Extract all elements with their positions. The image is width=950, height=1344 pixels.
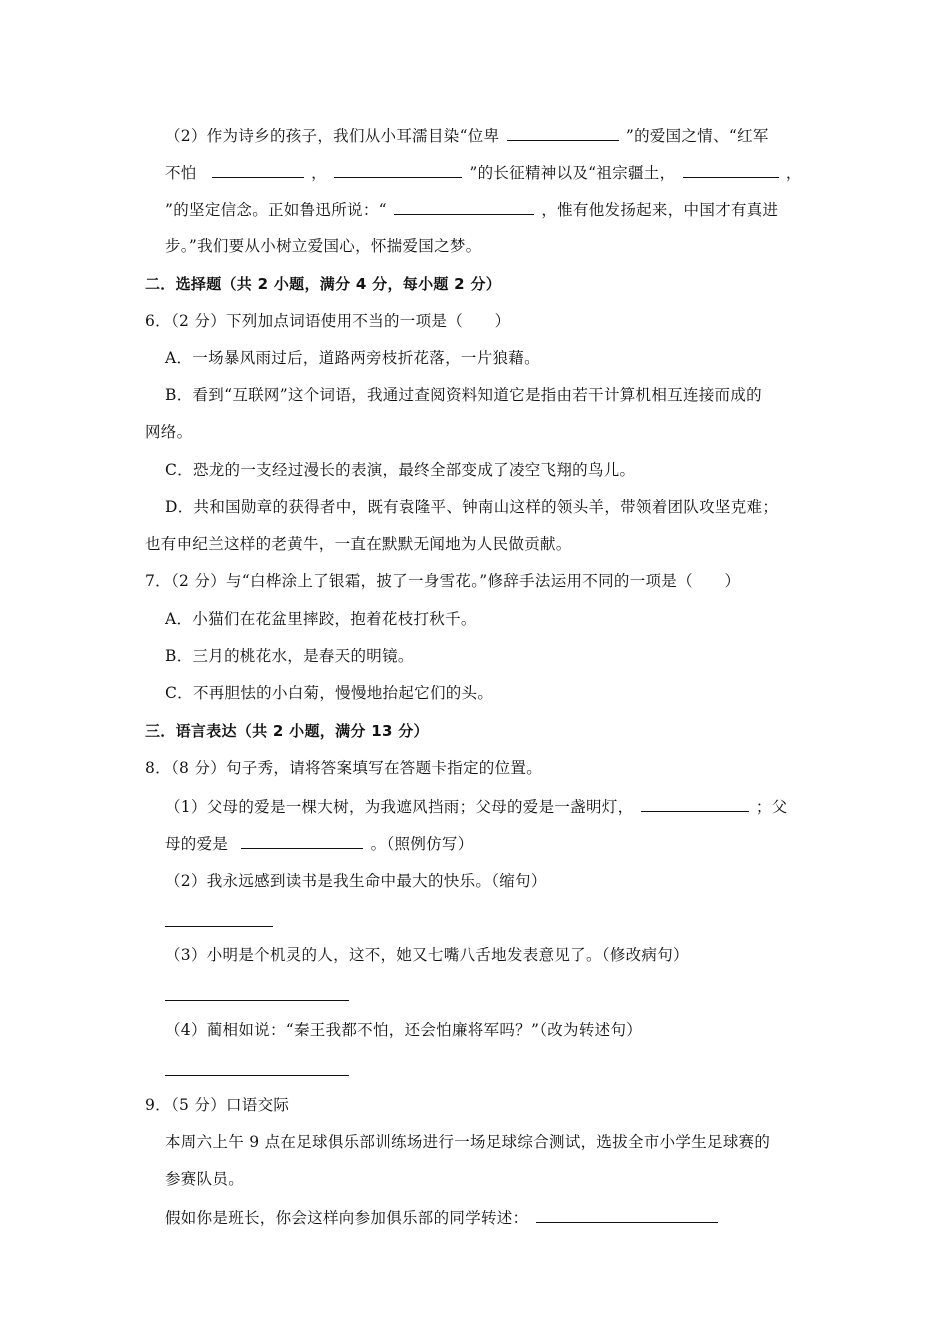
answer-blank[interactable] (536, 1207, 718, 1223)
section-3-title: 三．语言表达（共 2 小题，满分 13 分） (145, 722, 429, 740)
q8-part-1 (165, 796, 787, 817)
q9-text-2: 参赛队员。 (165, 1170, 245, 1188)
q9-stem: 9．（5 分）口语交际 (145, 1096, 290, 1114)
q7-option-a: A．小猫们在花盆里摔跤，抱着花枝打秋千。 (165, 610, 477, 628)
answer-line[interactable] (165, 1000, 349, 1001)
q5-2-line-4: 步。”我们要从小树立爱国心，怀揣爱国之梦。 (165, 237, 482, 255)
answer-blank[interactable] (394, 199, 534, 215)
q7-option-b: B．三月的桃花水，是春天的明镜。 (165, 647, 414, 665)
answer-blank[interactable] (507, 125, 619, 141)
q5-2-text: ， (785, 164, 802, 182)
q8-part-2: （2）我永远感到读书是我生命中最大的快乐。（缩句） (165, 872, 547, 890)
q6-option-d: D．共和国勋章的获得者中，既有袁隆平、钟南山这样的领头羊，带领着团队攻坚克难； (165, 498, 779, 516)
q8-part-4: （4）蔺相如说：“秦王我都不怕，还会怕廉将军吗？”（改为转述句） (165, 1021, 643, 1039)
section-2-title: 二．选择题（共 2 小题，满分 4 分，每小题 2 分） (145, 275, 502, 293)
q5-2-text: ， (311, 164, 327, 182)
q5-2-line-1 (165, 125, 769, 146)
q8-text: ；父 (755, 798, 788, 816)
answer-line[interactable] (165, 926, 273, 927)
q6-option-a: A．一场暴风雨过后，道路两旁枝折花落，一片狼藉。 (165, 349, 540, 367)
answer-blank[interactable] (641, 796, 749, 812)
answer-blank[interactable] (241, 833, 363, 849)
q6-option-b: B．看到“互联网”这个词语，我通过查阅资料知道它是指由若干计算机相互连接而成的 (165, 386, 762, 404)
q5-2-text: ”的长征精神以及“祖宗疆土， (469, 164, 676, 182)
q8-part-1-cont (165, 833, 474, 854)
q5-2-text: ，惟有他发扬起来，中国才有真进 (541, 201, 779, 219)
q8-stem: 8．（8 分）句子秀，请将答案填写在答题卡指定的位置。 (145, 759, 543, 777)
q5-2-text: 不怕 (165, 164, 197, 182)
q5-2-line-3 (165, 199, 778, 220)
q5-2-text: ”的爱国之情、“红军 (625, 127, 769, 145)
q8-text: （1）父母的爱是一棵大树，为我遮风挡雨；父母的爱是一盏明灯， (165, 798, 634, 816)
q8-part-3: （3）小明是个机灵的人，这不，她又七嘴八舌地发表意见了。（修改病句） (165, 946, 689, 964)
q5-2-text: ”的坚定信念。正如鲁迅所说：“ (165, 201, 387, 219)
q9-text-1: 本周六上午 9 点在足球俱乐部训练场进行一场足球综合测试，选拔全市小学生足球赛的 (165, 1133, 771, 1151)
q5-2-text: （2）作为诗乡的孩子，我们从小耳濡目染“位卑 (165, 127, 500, 145)
answer-line[interactable] (165, 1075, 349, 1076)
answer-blank[interactable] (683, 162, 779, 178)
q8-text: 母的爱是 (165, 835, 229, 853)
q6-option-c: C．恐龙的一支经过漫长的表演，最终全部变成了凌空飞翔的鸟儿。 (165, 461, 636, 479)
q6-stem: 6．（2 分）下列加点词语使用不当的一项是（ ） (145, 312, 511, 330)
q9-text-3 (165, 1207, 720, 1228)
q9-text: 假如你是班长，你会这样向参加俱乐部的同学转述： (165, 1209, 529, 1227)
q6-option-d-cont: 也有申纪兰这样的老黄牛，一直在默默无闻地为人民做贡献。 (145, 535, 572, 553)
q7-stem: 7．（2 分）与“白桦涂上了银霜，披了一身雪花。”修辞手法运用不同的一项是（ ） (145, 572, 741, 590)
q5-2-line-2 (165, 162, 802, 183)
answer-blank[interactable] (212, 162, 304, 178)
answer-blank[interactable] (334, 162, 462, 178)
q8-text: 。（照例仿写） (370, 835, 474, 853)
q6-option-b-cont: 网络。 (145, 423, 193, 441)
q7-option-c: C．不再胆怯的小白菊，慢慢地抬起它们的头。 (165, 684, 494, 702)
